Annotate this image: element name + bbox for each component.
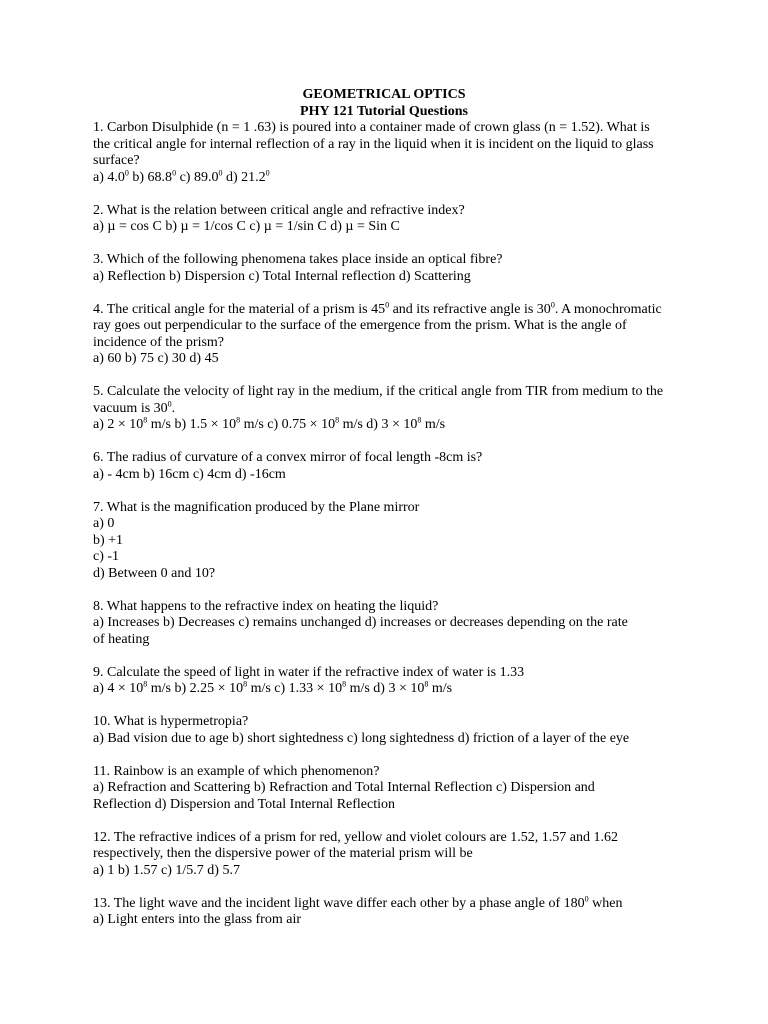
- text-run: a) Light enters into the glass from air: [93, 912, 301, 927]
- question-4: [93, 299, 683, 368]
- page-subtitle: PHY 121 Tutorial Questions: [300, 103, 468, 119]
- text-run: 4. The critical angle for the material of a prism is 45: [93, 301, 386, 317]
- question-line: [93, 351, 683, 368]
- question-line: [93, 269, 683, 286]
- text-run: 10. What is hypermetropia?: [93, 714, 249, 729]
- text-run: m/s d) 3 × 10: [339, 417, 418, 432]
- text-run: d) 21.2: [222, 169, 266, 185]
- question-7: [93, 500, 683, 583]
- text-run: of heating: [93, 631, 150, 647]
- question-spacer: [93, 186, 683, 203]
- text-run: a) Increases b) Decreases c) remains unchanged d) increases or decreases depending on the rate: [93, 615, 628, 630]
- question-line: [93, 681, 683, 698]
- question-spacer: [93, 368, 683, 385]
- question-text-line: [93, 714, 683, 731]
- text-run: m/s d) 3 × 10: [346, 681, 425, 696]
- superscript: 8: [424, 679, 429, 689]
- question-spacer: [93, 747, 683, 764]
- question-text-line: [93, 299, 683, 319]
- question-text-line: [93, 500, 683, 517]
- text-run: when: [588, 895, 623, 911]
- text-run: a) 60 b) 75 c) 30 d) 45: [93, 351, 219, 366]
- question-2: [93, 203, 683, 236]
- superscript: 8: [417, 415, 422, 425]
- text-run: m/s: [428, 681, 453, 696]
- question-spacer: [93, 648, 683, 665]
- text-run: . A monochromatic: [554, 301, 662, 317]
- text-run: m/s b) 1.5 × 10: [147, 417, 237, 432]
- question-line: [93, 797, 683, 814]
- question-list: [93, 120, 683, 929]
- question-line: [93, 533, 683, 550]
- text-run: 11. Rainbow is an example of which phenomenon?: [93, 763, 380, 779]
- question-line: [93, 516, 683, 533]
- question-spacer: [93, 698, 683, 715]
- text-run: c) 89.0: [176, 169, 219, 185]
- text-run: a) 4 × 10: [93, 681, 144, 696]
- superscript: 8: [143, 415, 148, 425]
- text-run: and its refractive angle is 30: [389, 301, 551, 317]
- text-run: a) µ = cos C b) µ = 1/cos C c) µ = 1/sin C d) µ = Sin C: [93, 219, 400, 234]
- superscript: 0: [584, 893, 589, 903]
- text-run: a) Refraction and Scattering b) Refraction and Total Internal Reflection c) Dispersion and: [93, 780, 595, 795]
- question-line: [93, 219, 683, 236]
- text-run: 2. What is the relation between critical angle and refractive index?: [93, 202, 465, 218]
- text-run: 7. What is the magnification produced by the Plane mirror: [93, 499, 420, 515]
- page-title: GEOMETRICAL OPTICS: [302, 87, 466, 102]
- text-run: 12. The refractive indices of a prism for red, yellow and violet colours are 1.52, 1.57 and 1.62: [93, 829, 618, 845]
- superscript: 8: [243, 679, 248, 689]
- question-line: [93, 398, 683, 418]
- question-11: [93, 764, 683, 814]
- text-run: a) 4.0: [93, 169, 125, 185]
- superscript: 0: [385, 299, 390, 309]
- question-line: [93, 846, 683, 863]
- superscript: 0: [172, 167, 177, 177]
- text-run: a) 2 × 10: [93, 417, 144, 432]
- question-text-line: [93, 120, 683, 137]
- question-12: [93, 830, 683, 880]
- question-3: [93, 252, 683, 285]
- text-run: a) 1 b) 1.57 c) 1/5.7 d) 5.7: [93, 862, 240, 878]
- text-run: b) +1: [93, 532, 124, 548]
- question-line: [93, 467, 683, 484]
- superscript: 8: [236, 415, 241, 425]
- text-run: 1. Carbon Disulphide (n = 1 .63) is poured into a container made of crown glass (n = 1.52). What is: [93, 120, 650, 135]
- text-run: 3. Which of the following phenomena takes place inside an optical fibre?: [93, 252, 503, 267]
- text-run: d) Between 0 and 10?: [93, 565, 216, 581]
- question-spacer: [93, 434, 683, 451]
- superscript: 0: [265, 167, 270, 177]
- question-line: [93, 780, 683, 797]
- text-run: 5. Calculate the velocity of light ray in the medium, if the critical angle from TIR from medium to the: [93, 384, 664, 399]
- question-line: [93, 137, 683, 154]
- question-line: [93, 167, 683, 187]
- text-run: 9. Calculate the speed of light in water if the refractive index of water is 1.33: [93, 664, 525, 680]
- text-run: Reflection d) Dispersion and Total Internal Reflection: [93, 796, 396, 812]
- question-8: [93, 599, 683, 649]
- superscript: 0: [167, 398, 172, 408]
- text-run: m/s c) 0.75 × 10: [240, 417, 336, 432]
- question-spacer: [93, 582, 683, 599]
- superscript: 0: [550, 299, 555, 309]
- question-text-line: [93, 665, 683, 682]
- text-run: vacuum is 30: [93, 400, 168, 416]
- question-line: [93, 153, 683, 170]
- text-run: 8. What happens to the refractive index on heating the liquid?: [93, 598, 439, 614]
- question-10: [93, 714, 683, 747]
- text-run: 13. The light wave and the incident light wave differ each other by a phase angle of 180: [93, 895, 585, 911]
- text-run: 6. The radius of curvature of a convex mirror of focal length -8cm is?: [93, 450, 483, 465]
- text-run: ray goes out perpendicular to the surface of the emergence from the prism. What is the angle of: [93, 318, 627, 333]
- text-run: c) -1: [93, 549, 120, 564]
- text-run: incidence of the prism?: [93, 334, 225, 350]
- superscript: 8: [335, 415, 340, 425]
- question-line: [93, 731, 683, 748]
- question-9: [93, 665, 683, 698]
- superscript: 8: [143, 679, 148, 689]
- question-line: [93, 615, 683, 632]
- text-run: a) - 4cm b) 16cm c) 4cm d) -16cm: [93, 466, 286, 482]
- question-line: [93, 417, 683, 434]
- question-spacer: [93, 879, 683, 896]
- text-run: a) 0: [93, 516, 115, 531]
- text-run: surface?: [93, 153, 140, 168]
- question-6: [93, 450, 683, 483]
- question-spacer: [93, 483, 683, 500]
- text-run: a) Reflection b) Dispersion c) Total Internal reflection d) Scattering: [93, 268, 471, 284]
- text-run: respectively, then the dispersive power of the material prism will be: [93, 846, 473, 861]
- question-5: [93, 384, 683, 434]
- question-text-line: [93, 384, 683, 401]
- question-text-line: [93, 450, 683, 467]
- superscript: 8: [342, 679, 347, 689]
- text-run: m/s: [421, 417, 446, 432]
- question-text-line: [93, 599, 683, 616]
- question-spacer: [93, 236, 683, 253]
- question-line: [93, 318, 683, 335]
- title-block: [0, 87, 768, 120]
- question-line: [93, 863, 683, 880]
- question-line: [93, 335, 683, 352]
- question-line: [93, 632, 683, 649]
- question-13: [93, 893, 683, 929]
- question-1: [93, 120, 683, 186]
- text-run: m/s c) 1.33 × 10: [247, 681, 343, 696]
- question-spacer: [93, 813, 683, 830]
- text-run: the critical angle for internal reflection of a ray in the liquid when it is incident on the liquid to glass: [93, 136, 654, 152]
- superscript: 0: [218, 167, 223, 177]
- superscript: 0: [124, 167, 129, 177]
- text-run: m/s b) 2.25 × 10: [147, 681, 244, 696]
- text-run: .: [171, 400, 176, 416]
- question-text-line: [93, 764, 683, 781]
- text-run: a) Bad vision due to age b) short sightedness c) long sightedness d) friction of a layer of the eye: [93, 730, 630, 746]
- text-run: b) 68.8: [128, 169, 173, 185]
- question-text-line: [93, 252, 683, 269]
- question-text-line: [93, 203, 683, 220]
- question-text-line: [93, 830, 683, 847]
- question-line: [93, 549, 683, 566]
- question-line: [93, 566, 683, 583]
- question-line: [93, 912, 683, 929]
- question-text-line: [93, 893, 683, 913]
